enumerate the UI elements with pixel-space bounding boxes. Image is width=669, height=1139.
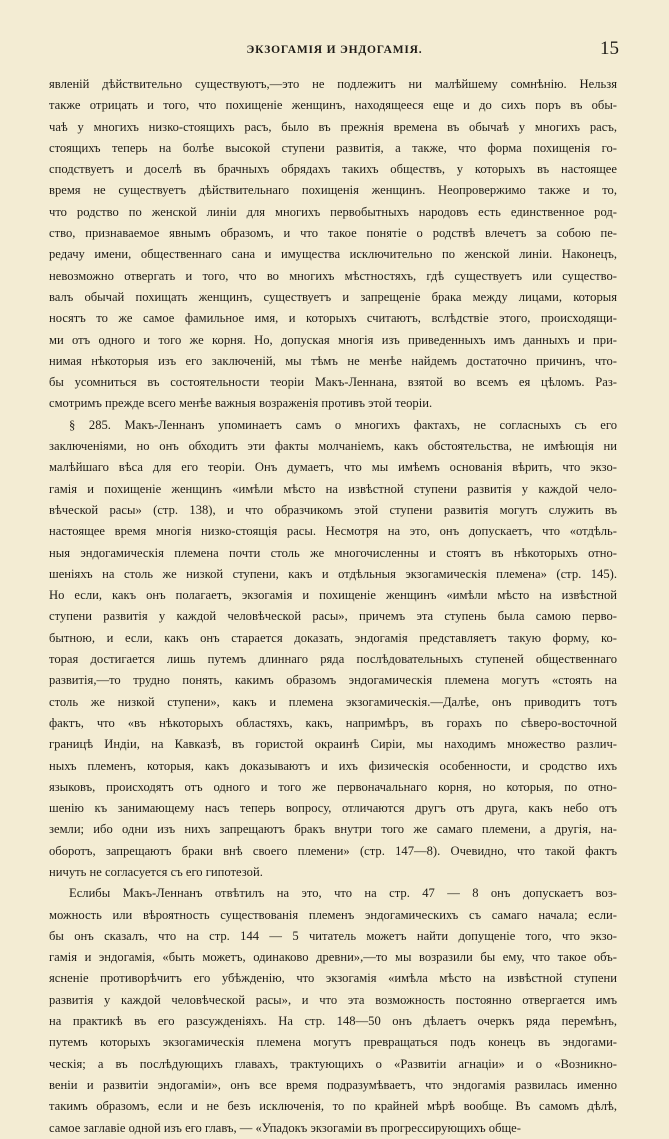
text-line: на практикѣ въ его разсужденіяхъ. На стр. 148—50 онъ дѣлаетъ очеркъ ряда перемѣнъ,	[49, 1014, 617, 1029]
paragraph	[49, 415, 617, 884]
text-line: гамія и эндогамія, «быть можетъ, одинаково древни»,—то мы возразили бы ему, что такое объ-	[49, 950, 617, 965]
text-line: границѣ Индіи, на Кавказѣ, въ гористой окраинѣ Сиріи, мы находимъ множество различ-	[49, 737, 617, 752]
text-line: бы онъ сказалъ, что на стр. 144 — 5 читатель можетъ найти допущеніе того, что экзо-	[49, 928, 617, 943]
text-line: развитія у каждой человѣческой расы», и что эта возможность постоянно отвергается имъ	[49, 992, 617, 1007]
text-line: время не существуетъ дѣйствительнаго похищенія женщинъ. Неопровержимо также и то,	[49, 183, 617, 198]
body-text	[49, 74, 617, 1139]
text-line: § 285. Макъ-Леннанъ упоминаетъ самъ о многихъ фактахъ, не согласныхъ съ его	[69, 417, 617, 432]
text-line: чаѣ у многихъ низко-стоящихъ расъ, было въ прежнія времена въ обычаѣ у многихъ расъ,	[49, 119, 617, 134]
text-line: Еслибы Макъ-Леннанъ отвѣтилъ на это, что на стр. 47 — 8 онъ допускаетъ воз-	[69, 886, 617, 901]
text-line: стоящихъ теперь на болѣе высокой ступени развитія, а также, что форма похищенія го-	[49, 140, 617, 155]
text-line: что родство по женской линіи для многихъ первобытныхъ народовъ есть единственное род-	[49, 204, 617, 219]
text-line: торая достигается лишь путемъ длиннаго ряда послѣдовательныхъ ступеней общественнаго	[49, 652, 617, 667]
text-line: гамія и похищеніе женщинъ «имѣли мѣсто на извѣстной ступени развитія у каждой чело-	[49, 481, 617, 496]
text-line: заключеніями, но онъ обходитъ эти факты молчаніемъ, какъ обстоятельства, не имѣющія ни	[49, 439, 617, 454]
text-line: языковъ, происходятъ отъ одного и того же первоначальнаго корня, но которыя, по отно-	[49, 779, 617, 794]
text-line: оборотъ, запрещаютъ браки внѣ своего племени» (стр. 147—8). Очевидно, что такой фактъ	[49, 843, 617, 858]
text-line: ческія; а въ послѣдующихъ главахъ, трактующихъ о «Развитіи агнаціи» и о «Возникно-	[49, 1056, 617, 1071]
text-line: нимая нѣкоторыя изъ его заключеній, мы тѣмъ не менѣе найдемъ достаточно причинъ, что-	[49, 353, 617, 368]
text-line: бытною, и если, какъ онъ старается доказать, эндогамія представляетъ такую форму, ко-	[49, 630, 617, 645]
text-line: фактъ, что «въ нѣкоторыхъ областяхъ, какъ, напримѣръ, въ горахъ по сѣверо-восточной	[49, 715, 617, 730]
text-line: путемъ которыхъ экзогамическія племена могутъ превращаться подъ конецъ въ эндогами-	[49, 1035, 617, 1050]
text-line: малѣйшаго вѣса для его теоріи. Онъ думаетъ, что мы имѣемъ основанія вѣрить, что экзо-	[49, 460, 617, 475]
text-line: ясненіе противорѣчитъ его убѣжденію, что экзогамія «имѣла мѣсто на извѣстной ступени	[49, 971, 617, 986]
text-line: настоящее время многія низко-стоящія расы. Несмотря на это, онъ допускаетъ, что «отдѣль-	[49, 524, 617, 539]
text-line: шеніяхъ на столь же низкой ступени, какъ и отдѣльныя экзогамическія племена» (стр. 145).	[49, 566, 617, 581]
text-line: редачу имени, общественнаго сана и имущества исключительно по женской линіи. Наконецъ,	[49, 247, 617, 262]
text-line: смотримъ прежде всего менѣе важныя возраженія противъ этой теоріи.	[49, 396, 433, 411]
running-head	[0, 38, 669, 66]
paragraph	[49, 883, 617, 1139]
text-line: развитія,—то трудно понять, какимъ образомъ эндогамическія племена могутъ «стоять на	[49, 673, 617, 688]
text-line: столь же низкой ступени», какъ и племена экзогамическія.—Далѣе, онъ приводитъ тотъ	[49, 694, 617, 709]
text-line: невозможно отвергать и того, что во многихъ мѣстностяхъ, гдѣ существуетъ или существо-	[49, 268, 617, 283]
text-line: шенію къ занимающему насъ теперь вопросу, отличаются другъ отъ друга, какъ небо отъ	[49, 801, 617, 816]
page-number: 15	[600, 38, 619, 59]
text-line: Но если, какъ онъ полагаетъ, экзогамія и похищеніе женщинъ «имѣли мѣсто на извѣстной	[49, 588, 617, 603]
text-line: такимъ образомъ, если и не безъ исключенія, то по крайней мѣрѣ вообще. Въ самомъ дѣлѣ,	[49, 1099, 617, 1114]
paragraph	[49, 74, 617, 415]
text-line: ныя эндогамическія племена почти столь же многочисленны и стоятъ въ нѣкоторыхъ отно-	[49, 545, 617, 560]
text-line: земли; ибо одни изъ нихъ запрещаютъ бракъ внутри того же самаго племени, а другія, на-	[49, 822, 617, 837]
text-line: ми отъ одного и того же корня. Но, допуская многія изъ приведенныхъ имъ данныхъ и при-	[49, 332, 617, 347]
text-line: ступени развитія у каждой человѣческой расы», причемъ эта ступень была самою перво-	[49, 609, 617, 624]
text-line: носятъ то же самое фамильное имя, и которыхъ считаютъ, вслѣдствіе этого, происходящи-	[49, 311, 617, 326]
text-line: самое заглавіе одной изъ его главъ, — «Упадокъ экзогаміи въ прогрессирующихъ обще-	[49, 1120, 521, 1135]
text-line: явленій дѣйствительно существуютъ,—это не подлежитъ ни малѣйшему сомнѣнію. Нельзя	[49, 77, 617, 91]
text-line: вѣческой расы» (стр. 138), и что образчикомъ этой ступени развитія могутъ служить въ	[49, 502, 617, 517]
text-line: ничуть не согласуется съ его гипотезой.	[49, 864, 263, 879]
text-line: можность или вѣроятность существованія племенъ эндогамическихъ съ самаго начала; если-	[49, 907, 617, 922]
text-line: ство, признаваемое явнымъ образомъ, и что такое понятіе о родствѣ влечетъ за собою пе-	[49, 226, 617, 241]
running-title: ЭКЗОГАМІЯ И ЭНДОГАМІЯ.	[246, 44, 423, 56]
text-line: сподствуетъ и доселѣ въ брачныхъ обрядахъ такихъ обществъ, у которыхъ въ настоящее	[49, 162, 617, 177]
text-line: ныхъ племенъ, которыя, какъ доказываютъ и ихъ физическія особенности, и сродство ихъ	[49, 758, 617, 773]
text-line: валъ обычай похищать женщинъ, существуетъ и запрещеніе брака между лицами, которыя	[49, 289, 617, 304]
text-line: также отрицать и того, что похищеніе женщинъ, находящееся еще и до сихъ поръ въ обы-	[49, 98, 617, 113]
text-line: бы усомниться въ состоятельности теоріи Макъ-Леннана, взятой во всемъ ея цѣломъ. Раз-	[49, 375, 617, 390]
text-line: веніи и развитіи эндогаміи», онъ все время подразумѣваетъ, что эндогамія развилась именно	[49, 1077, 617, 1092]
